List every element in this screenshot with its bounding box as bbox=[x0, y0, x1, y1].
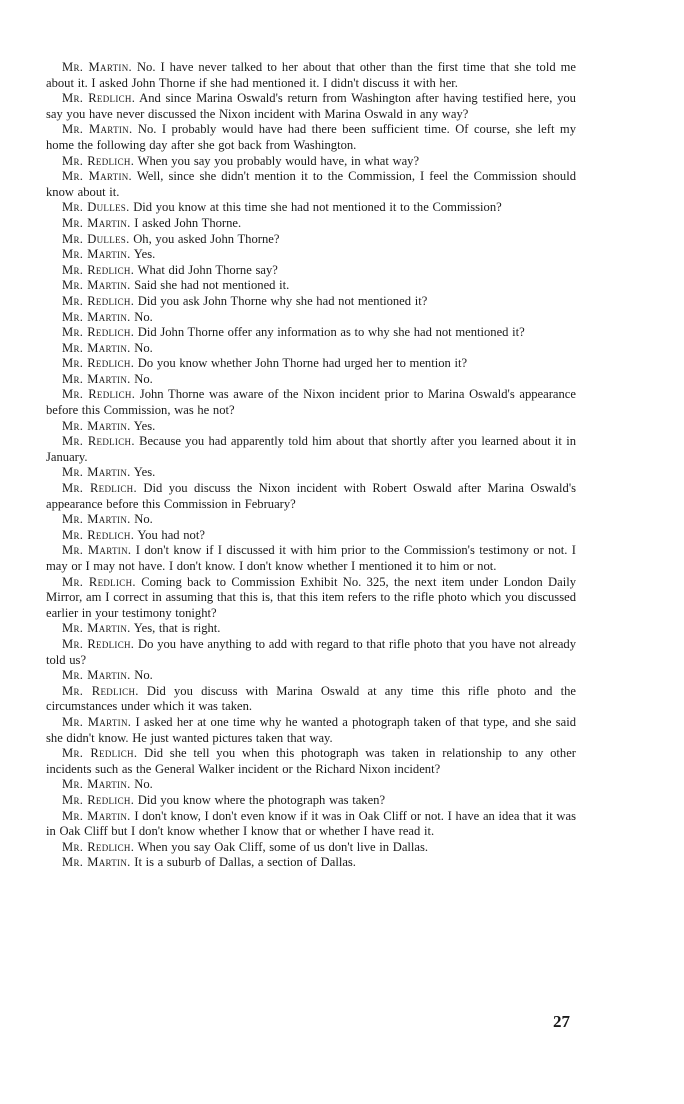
spoken-text: I don't know, I don't even know if it was in Oak Cliff or not. I have an idea that it was in Oak Cliff but I don't know whether I know that or whether I have read it. bbox=[46, 808, 576, 839]
spoken-text: Did John Thorne offer any information as to why she had not mentioned it? bbox=[137, 325, 525, 340]
transcript-paragraph bbox=[46, 575, 576, 622]
transcript-paragraph bbox=[46, 777, 576, 793]
transcript-paragraph bbox=[46, 840, 576, 856]
spoken-text: Yes, that is right. bbox=[133, 621, 221, 636]
transcript-paragraph bbox=[46, 528, 576, 544]
spoken-text: Oh, you asked John Thorne? bbox=[133, 231, 280, 246]
speaker-name: Mr. Martin. bbox=[62, 169, 133, 184]
spoken-text: Yes. bbox=[133, 465, 156, 480]
spoken-text: Yes. bbox=[133, 418, 156, 433]
speaker-name: Mr. Martin. bbox=[62, 215, 131, 230]
speaker-name: Mr. Martin. bbox=[62, 122, 133, 137]
spoken-text: No. bbox=[134, 668, 153, 683]
spoken-text: When you say Oak Cliff, some of us don't live in Dallas. bbox=[137, 839, 429, 854]
speaker-name: Mr. Redlich. bbox=[62, 574, 136, 589]
transcript-paragraph bbox=[46, 809, 576, 840]
speaker-name: Mr. Martin. bbox=[62, 855, 131, 870]
transcript-paragraph bbox=[46, 232, 576, 248]
speaker-name: Mr. Martin. bbox=[62, 777, 131, 792]
transcript-paragraph bbox=[46, 200, 576, 216]
transcript-paragraph bbox=[46, 216, 576, 232]
speaker-name: Mr. Redlich. bbox=[62, 683, 139, 698]
transcript-paragraph bbox=[46, 325, 576, 341]
speaker-name: Mr. Redlich. bbox=[62, 91, 136, 106]
transcript-paragraph bbox=[46, 434, 576, 465]
transcript-paragraph bbox=[46, 60, 576, 91]
transcript-paragraph bbox=[46, 668, 576, 684]
speaker-name: Mr. Martin. bbox=[62, 543, 132, 558]
transcript-paragraph bbox=[46, 715, 576, 746]
transcript-paragraph bbox=[46, 512, 576, 528]
spoken-text: Said she had not mentioned it. bbox=[134, 278, 290, 293]
speaker-name: Mr. Martin. bbox=[62, 808, 131, 823]
speaker-name: Mr. Redlich. bbox=[62, 153, 135, 168]
transcript-paragraph bbox=[46, 465, 576, 481]
speaker-name: Mr. Martin. bbox=[62, 668, 131, 683]
speaker-name: Mr. Martin. bbox=[62, 418, 131, 433]
transcript-paragraph bbox=[46, 746, 576, 777]
spoken-text: When you say you probably would have, in what way? bbox=[137, 153, 420, 168]
transcript-paragraph bbox=[46, 310, 576, 326]
transcript-paragraph bbox=[46, 387, 576, 418]
spoken-text: I asked her at one time why he wanted a photograph taken of that type, and she said she didn't know. He just wanted pictures taken that way. bbox=[46, 714, 577, 745]
spoken-text: Coming back to Commission Exhibit No. 325, the next item under London Daily Mirror, am I correct in assuming that this is, that this item refers to the rifle photo which you discussed earlier in your testimony tonight? bbox=[46, 574, 577, 620]
speaker-name: Mr. Martin. bbox=[62, 340, 131, 355]
speaker-name: Mr. Redlich. bbox=[62, 434, 135, 449]
spoken-text: No. bbox=[134, 777, 153, 792]
speaker-name: Mr. Martin. bbox=[62, 60, 132, 74]
spoken-text: Do you have anything to add with regard to that rifle photo that you have not already told us? bbox=[46, 636, 577, 667]
spoken-text: No. I have never talked to her about that other than the first time that she told me about it. I asked John Thorne if she had mentioned it. I didn't discuss it with her. bbox=[46, 60, 576, 90]
speaker-name: Mr. Redlich. bbox=[62, 481, 137, 496]
spoken-text: John Thorne was aware of the Nixon incident prior to Marina Oswald's appearance before this Commission, was he not? bbox=[46, 387, 576, 418]
transcript-paragraph bbox=[46, 169, 576, 200]
speaker-name: Mr. Martin. bbox=[62, 465, 131, 480]
speaker-name: Mr. Redlich. bbox=[62, 839, 135, 854]
spoken-text: No. bbox=[134, 371, 153, 386]
speaker-name: Mr. Redlich. bbox=[62, 387, 136, 402]
spoken-text: I don't know if I discussed it with him prior to the Commission's testimony or not. I may or I may not have. I don't know. I don't know whether I mentioned it to him or not. bbox=[46, 543, 576, 573]
transcript-paragraph bbox=[46, 341, 576, 357]
transcript-paragraph bbox=[46, 263, 576, 279]
spoken-text: No. I probably would have had there been sufficient time. Of course, she left my home the following day after she got back from Washington. bbox=[46, 122, 577, 152]
spoken-text: Yes. bbox=[133, 247, 156, 262]
spoken-text: I asked John Thorne. bbox=[134, 215, 242, 230]
spoken-text: Well, since she didn't mention it to the Commission, I feel the Commission should know about it. bbox=[46, 169, 576, 199]
speaker-name: Mr. Martin. bbox=[62, 309, 131, 324]
transcript-paragraph bbox=[46, 637, 576, 668]
speaker-name: Mr. Redlich. bbox=[62, 746, 138, 761]
spoken-text: You had not? bbox=[137, 527, 205, 542]
spoken-text: Did you discuss with Marina Oswald at any time this rifle photo and the circumstances under which it was taken. bbox=[46, 683, 576, 714]
spoken-text: No. bbox=[134, 340, 153, 355]
spoken-text: Did you ask John Thorne why she had not mentioned it? bbox=[137, 293, 428, 308]
speaker-name: Mr. Redlich. bbox=[62, 293, 135, 308]
speaker-name: Mr. Redlich. bbox=[62, 325, 135, 340]
transcript-paragraph bbox=[46, 154, 576, 170]
speaker-name: Mr. Martin. bbox=[62, 371, 131, 386]
transcript-paragraph bbox=[46, 294, 576, 310]
speaker-name: Mr. Martin. bbox=[62, 512, 131, 527]
page-number: 27 bbox=[553, 1012, 570, 1031]
speaker-name: Mr. Martin. bbox=[62, 621, 131, 636]
spoken-text: Because you had apparently told him about that shortly after you learned about it in January. bbox=[46, 434, 576, 464]
transcript-paragraph bbox=[46, 372, 576, 388]
transcript-paragraph bbox=[46, 793, 576, 809]
speaker-name: Mr. Martin. bbox=[62, 247, 131, 262]
speaker-name: Mr. Redlich. bbox=[62, 792, 135, 807]
spoken-text: Did you discuss the Nixon incident with Robert Oswald after Marina Oswald's appearance before this Commission in February? bbox=[46, 481, 576, 511]
transcript-paragraph bbox=[46, 247, 576, 263]
transcript-paragraph bbox=[46, 91, 576, 122]
transcript-paragraph bbox=[46, 278, 576, 294]
transcript-paragraph bbox=[46, 356, 576, 372]
transcript-body bbox=[46, 60, 576, 871]
spoken-text: It is a suburb of Dallas, a section of Dallas. bbox=[134, 855, 356, 870]
transcript-paragraph bbox=[46, 481, 576, 512]
speaker-name: Mr. Redlich. bbox=[62, 636, 135, 651]
spoken-text: And since Marina Oswald's return from Washington after having testified here, you say you have never discussed the Nixon incident with Marina Oswald in any way? bbox=[46, 91, 576, 121]
transcript-paragraph bbox=[46, 855, 576, 871]
spoken-text: Did you know at this time she had not mentioned it to the Commission? bbox=[133, 200, 502, 215]
speaker-name: Mr. Martin. bbox=[62, 278, 131, 293]
spoken-text: No. bbox=[134, 309, 153, 324]
speaker-name: Mr. Martin. bbox=[62, 714, 132, 729]
transcript-paragraph bbox=[46, 543, 576, 574]
spoken-text: No. bbox=[134, 512, 153, 527]
transcript-paragraph bbox=[46, 122, 576, 153]
spoken-text: Did she tell you when this photograph was taken in relationship to any other incidents such as the General Walker incident or the Richard Nixon incident? bbox=[46, 746, 576, 776]
spoken-text: What did John Thorne say? bbox=[137, 262, 278, 277]
transcript-paragraph bbox=[46, 684, 576, 715]
speaker-name: Mr. Redlich. bbox=[62, 356, 135, 371]
speaker-name: Mr. Dulles. bbox=[62, 231, 130, 246]
spoken-text: Did you know where the photograph was taken? bbox=[137, 792, 386, 807]
spoken-text: Do you know whether John Thorne had urged her to mention it? bbox=[137, 356, 468, 371]
speaker-name: Mr. Dulles. bbox=[62, 200, 130, 215]
speaker-name: Mr. Redlich. bbox=[62, 527, 135, 542]
transcript-paragraph bbox=[46, 621, 576, 637]
speaker-name: Mr. Redlich. bbox=[62, 262, 135, 277]
transcript-paragraph bbox=[46, 419, 576, 435]
